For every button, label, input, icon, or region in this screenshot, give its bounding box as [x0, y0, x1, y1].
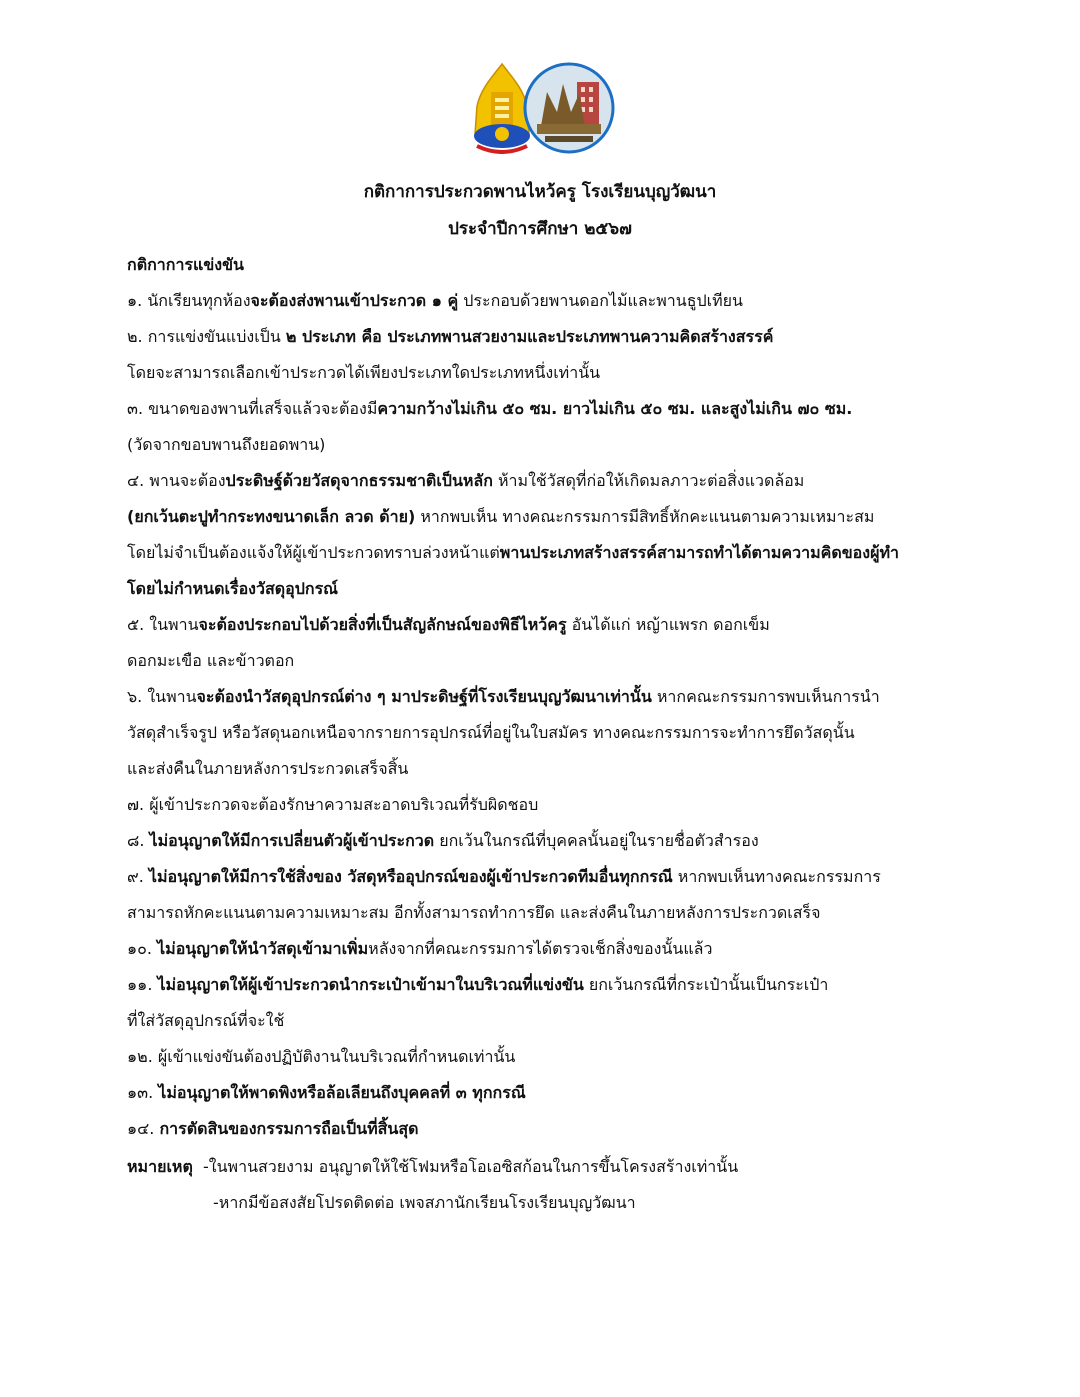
- rule-9-continued: สามารถหักคะแนนตามความเหมาะสม อีกทั้งสามารถทำการยึด และส่งคืนในภายหลังการประกวดเสร็จ: [127, 903, 821, 922]
- note-line-2: -หากมีข้อสงสัยโปรดติดต่อ เพจสภานักเรียนโรงเรียนบุญวัฒนา: [213, 1193, 636, 1212]
- note-line-1: หมายเหตุ -ในพานสวยงาม อนุญาตให้ใช้โฟมหรือโอเอซิสก้อนในการขึ้นโครงสร้างเท่านั้น: [127, 1157, 739, 1176]
- rule-5: ๕. ในพานจะต้องประกอบไปด้วยสิ่งที่เป็นสัญลักษณ์ของพิธีไหว้ครู อันได้แก่ หญ้าแพรก ดอกเข็ม: [127, 615, 770, 634]
- note-label: หมายเหตุ: [127, 1157, 193, 1176]
- page-title: กติกาการประกวดพานไหว้ครู โรงเรียนบุญวัฒนา: [363, 182, 717, 202]
- rule-4-line-2: (ยกเว้นตะปูทำกระทงขนาดเล็ก ลวด ด้าย) หากพบเห็น ทางคณะกรรมการมีสิทธิ์หักคะแนนตามความเหมาะสม: [127, 507, 875, 526]
- rule-7: ๗. ผู้เข้าประกวดจะต้องรักษาความสะอาดบริเวณที่รับผิดชอบ: [127, 795, 539, 814]
- rule-11: ๑๑. ไม่อนุญาตให้ผู้เข้าประกวดนำกระเป๋าเข้ามาในบริเวณที่แข่งขัน ยกเว้นกรณีที่กระเป๋านั้นเป็นกระเป๋า: [127, 975, 829, 994]
- rule-14: ๑๔. การตัดสินของกรรมการถือเป็นที่สิ้นสุด: [127, 1119, 419, 1138]
- rule-9: ๙. ไม่อนุญาตให้มีการใช้สิ่งของ วัสดุหรืออุปกรณ์ของผู้เข้าประกวดทีมอื่นทุกกรณี หากพบเห็นทางคณะกรรมการ: [127, 867, 881, 886]
- rule-4-line-4: โดยไม่กำหนดเรื่องวัสดุอุปกรณ์: [127, 579, 339, 598]
- school-building-logo-icon: [523, 62, 615, 154]
- rule-6-line-2: วัสดุสำเร็จรูป หรือวัสดุนอกเหนือจากรายการอุปกรณ์ที่อยู่ในใบสมัคร ทางคณะกรรมการจะทำการยึดวัสดุนั้น: [127, 723, 855, 742]
- page-subtitle: ประจำปีการศึกษา ๒๕๖๗: [448, 219, 632, 239]
- rule-2: ๒. การแข่งขันแบ่งเป็น ๒ ประเภท คือ ประเภทพานสวยงามและประเภทพานความคิดสร้างสรรค์: [127, 327, 774, 346]
- rule-12: ๑๒. ผู้เข้าแข่งขันต้องปฏิบัติงานในบริเวณที่กำหนดเท่านั้น: [127, 1047, 516, 1066]
- rule-2-continued: โดยจะสามารถเลือกเข้าประกวดได้เพียงประเภทใดประเภทหนึ่งเท่านั้น: [127, 363, 601, 382]
- rule-3: ๓. ขนาดของพานที่เสร็จแล้วจะต้องมีความกว้างไม่เกิน ๕๐ ซม. ยาวไม่เกิน ๕๐ ซม. และสูงไม่เกิน ๗๐ ซม.: [127, 399, 853, 418]
- rule-5-continued: ดอกมะเขือ และข้าวตอก: [127, 651, 295, 670]
- rule-6-line-3: และส่งคืนในภายหลังการประกวดเสร็จสิ้น: [127, 759, 409, 778]
- section-heading: กติกาการแข่งขัน: [127, 255, 244, 274]
- rule-4: ๔. พานจะต้องประดิษฐ์ด้วยวัสดุจากธรรมชาติเป็นหลัก ห้ามใช้วัสดุที่ก่อให้เกิดมลภาวะต่อสิ่งแวดล้อม: [127, 471, 805, 490]
- school-logos: [465, 58, 615, 158]
- rule-13: ๑๓. ไม่อนุญาตให้พาดพิงหรือล้อเลียนถึงบุคคลที่ ๓ ทุกกรณี: [127, 1083, 526, 1102]
- rule-1: ๑. นักเรียนทุกห้องจะต้องส่งพานเข้าประกวด ๑ คู่ ประกอบด้วยพานดอกไม้และพานธูปเทียน: [127, 291, 743, 310]
- rule-3-continued: (วัดจากขอบพานถึงยอดพาน): [127, 435, 326, 454]
- rule-6: ๖. ในพานจะต้องนำวัสดุอุปกรณ์ต่าง ๆ มาประดิษฐ์ที่โรงเรียนบุญวัฒนาเท่านั้น หากคณะกรรมการพบเห็นการนำ: [127, 687, 880, 706]
- rule-8: ๘. ไม่อนุญาตให้มีการเปลี่ยนตัวผู้เข้าประกวด ยกเว้นในกรณีที่บุคคลนั้นอยู่ในรายชื่อตัวสำรอง: [127, 831, 759, 850]
- rule-10: ๑๐. ไม่อนุญาตให้นำวัสดุเข้ามาเพิ่มหลังจากที่คณะกรรมการได้ตรวจเช็กสิ่งของนั้นแล้ว: [127, 939, 713, 958]
- rule-11-continued: ที่ใส่วัสดุอุปกรณ์ที่จะใช้: [127, 1011, 285, 1030]
- rule-4-line-3: โดยไม่จำเป็นต้องแจ้งให้ผู้เข้าประกวดทราบล่วงหน้าแต่พานประเภทสร้างสรรค์สามารถทำได้ตามความคิดของผู้ทำ: [127, 543, 899, 562]
